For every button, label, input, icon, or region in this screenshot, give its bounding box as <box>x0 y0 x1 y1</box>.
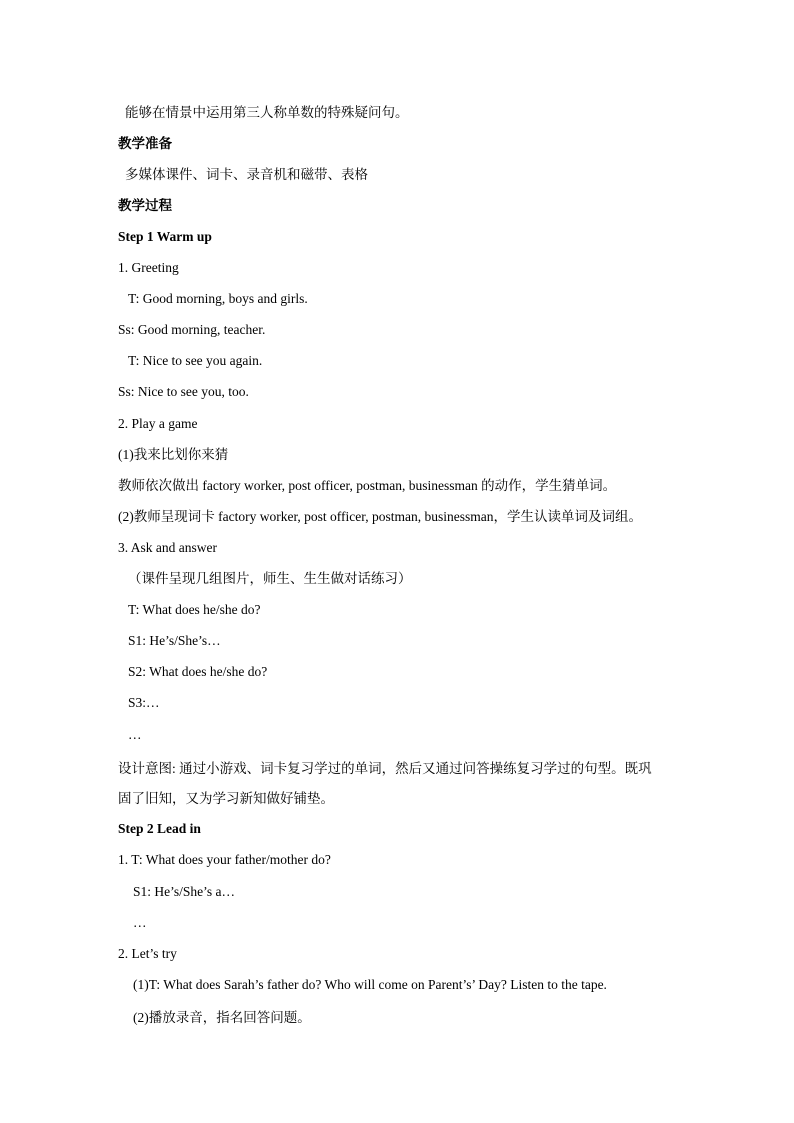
objective-line: 能够在情景中运用第三人称单数的特殊疑问句。 <box>125 105 409 120</box>
ellipsis-line: … <box>133 915 147 930</box>
dialogue-line: S3:… <box>128 695 160 710</box>
dialogue-line: S1: He’s/She’s a… <box>133 884 236 899</box>
preparation-materials: 多媒体课件、词卡、录音机和磁带、表格 <box>125 167 368 182</box>
game-subitem: (1)我来比划你来猜 <box>118 447 229 462</box>
game-subitem: (2)教师呈现词卡 factory worker, post officer, postman, businessman，学生认读单词及词组。 <box>118 509 642 524</box>
dialogue-line: T: What does he/she do? <box>128 602 261 617</box>
heading-preparation: 教学准备 <box>118 136 172 151</box>
dialogue-line: T: Nice to see you again. <box>128 353 263 368</box>
dialogue-line: Ss: Nice to see you, too. <box>118 384 249 399</box>
courseware-note: （课件呈现几组图片，师生、生生做对话练习） <box>128 571 412 586</box>
lets-try-subitem: (2)播放录音，指名回答问题。 <box>133 1010 311 1025</box>
lets-try-item: 2. Let’s try <box>118 946 177 961</box>
step2-heading: Step 2 Lead in <box>118 821 201 836</box>
ellipsis-line: … <box>128 727 142 742</box>
ask-answer-item: 3. Ask and answer <box>118 540 217 555</box>
dialogue-line: Ss: Good morning, teacher. <box>118 322 266 337</box>
design-intent-line: 设计意图: 通过小游戏、词卡复习学过的单词，然后又通过问答操练复习学过的句型。既巩 <box>118 761 652 776</box>
play-game-item: 2. Play a game <box>118 416 198 431</box>
greeting-item: 1. Greeting <box>118 260 179 275</box>
lead-in-item: 1. T: What does your father/mother do? <box>118 852 331 867</box>
dialogue-line: S1: He’s/She’s… <box>128 633 221 648</box>
game-description: 教师依次做出 factory worker, post officer, postman, businessman 的动作，学生猜单词。 <box>118 478 617 493</box>
dialogue-line: S2: What does he/she do? <box>128 664 268 679</box>
step1-heading: Step 1 Warm up <box>118 229 212 244</box>
lets-try-subitem: (1)T: What does Sarah’s father do? Who will come on Parent’s’ Day? Listen to the tape. <box>133 977 607 992</box>
dialogue-line: T: Good morning, boys and girls. <box>128 291 308 306</box>
heading-process: 教学过程 <box>118 198 172 213</box>
design-intent-line: 固了旧知，又为学习新知做好铺垫。 <box>118 791 334 806</box>
